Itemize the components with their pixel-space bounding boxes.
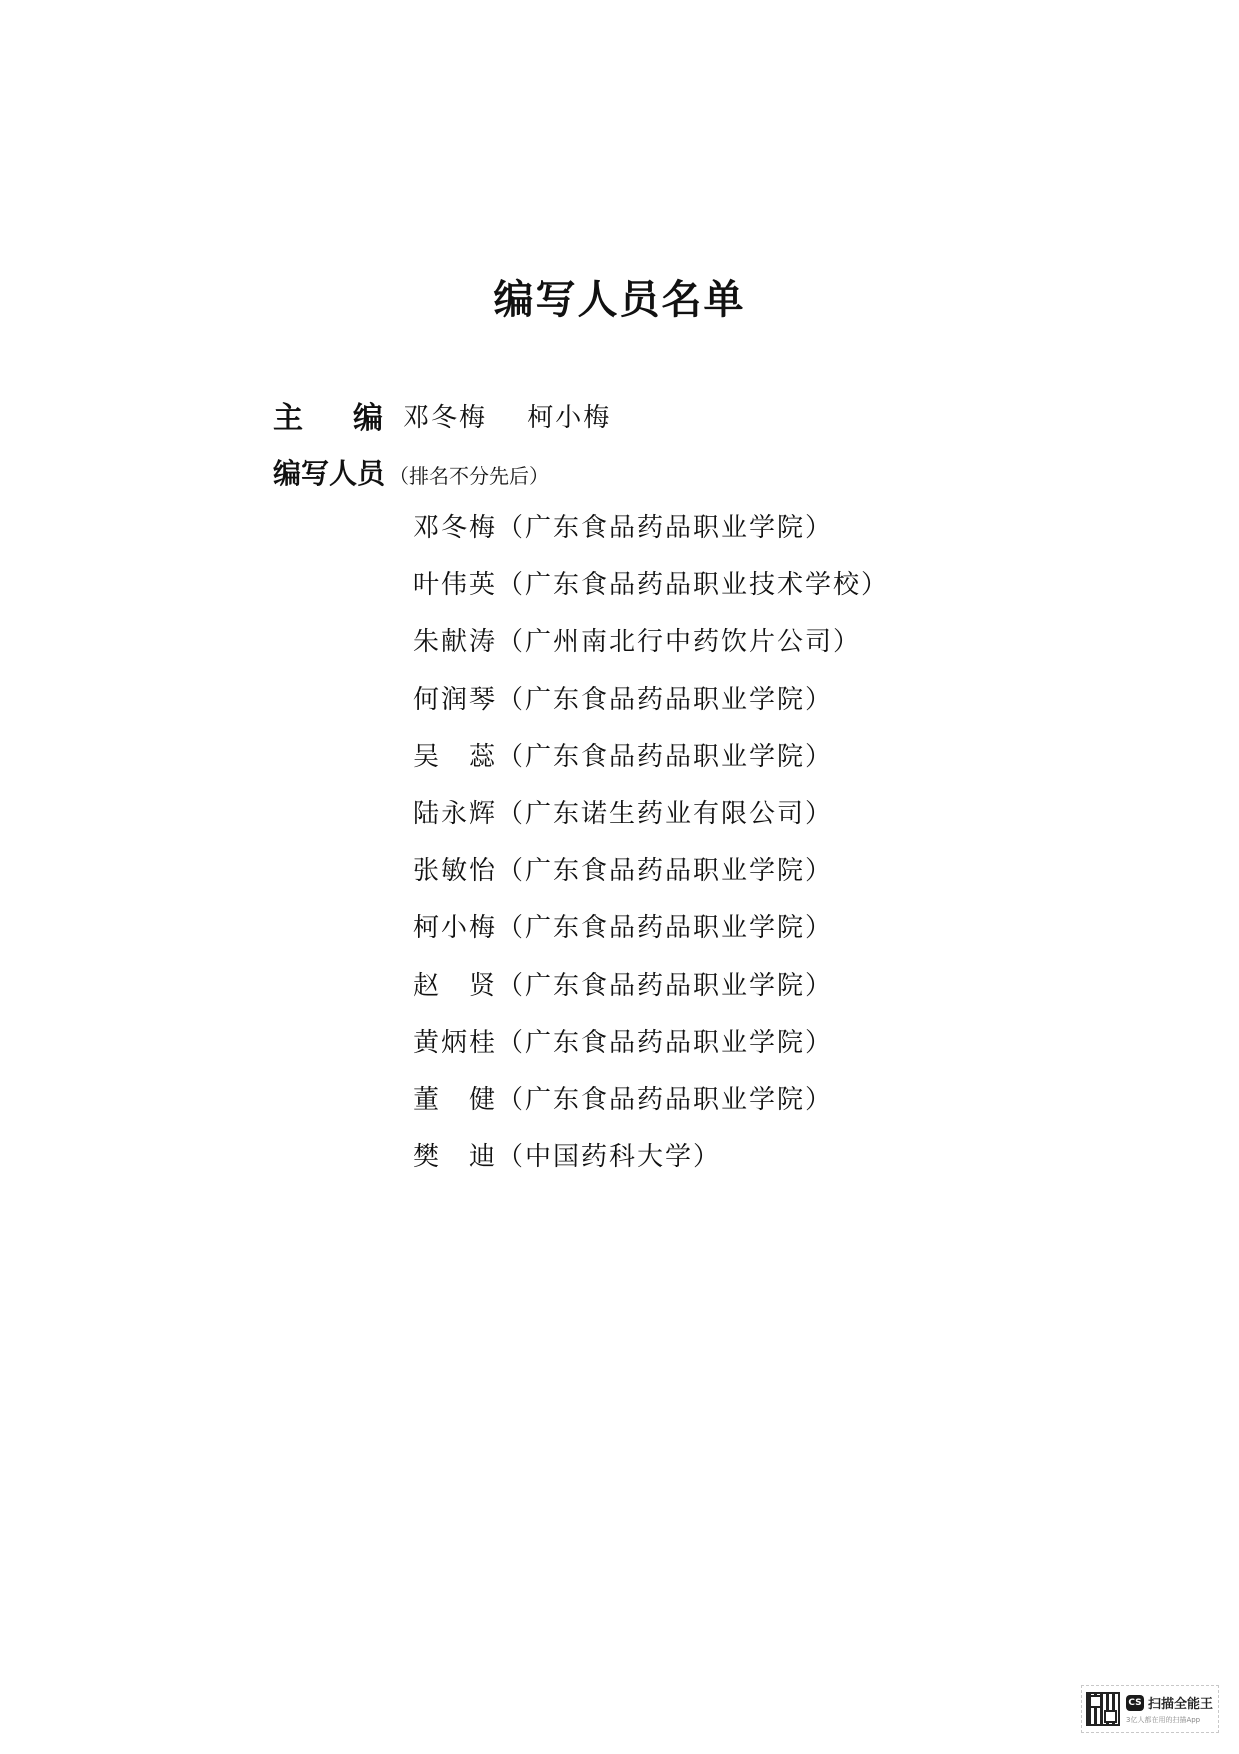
member-entry: 董 健（广东食品药品职业学院）	[413, 1084, 834, 1115]
badge-top-row	[1126, 1693, 1213, 1712]
member-entry: 樊 迪（中国药科大学）	[413, 1142, 722, 1173]
chief-editor-label	[273, 393, 383, 437]
cs-logo-icon: CS	[1126, 1695, 1144, 1711]
member-entry: 陆永辉（广东诺生药业有限公司）	[413, 798, 834, 829]
member-entry: 叶伟英（广东食品药品职业技术学校）	[413, 570, 890, 601]
member-entry: 柯小梅（广东食品药品职业学院）	[413, 913, 834, 944]
qr-code-icon	[1086, 1692, 1120, 1726]
member-entry: 何润琴（广东食品药品职业学院）	[413, 684, 834, 715]
page-title: 编写人员名单	[493, 277, 746, 323]
chief-editor-label-char: 主	[273, 401, 303, 436]
writers-label: 编写人员	[273, 457, 386, 490]
member-entry: 赵 贤（广东食品药品职业学院）	[413, 970, 834, 1001]
badge-text-group	[1126, 1693, 1213, 1725]
member-entry: 邓冬梅（广东食品药品职业学院）	[413, 513, 834, 543]
chief-editor-names	[403, 397, 611, 434]
scanner-watermark-badge	[1081, 1685, 1219, 1733]
member-entry: 张敏怡（广东食品药品职业学院）	[413, 856, 834, 887]
writers-heading	[273, 452, 549, 492]
member-entry: 朱献涛（广州南北行中药饮片公司）	[413, 627, 862, 658]
member-entry: 吴 蕊（广东食品药品职业学院）	[413, 741, 834, 772]
chief-editor-name: 邓冬梅	[403, 402, 488, 433]
chief-editor-label-char: 编	[353, 401, 383, 436]
member-list	[413, 500, 889, 1186]
chief-editor-name: 柯小梅	[527, 402, 612, 433]
member-entry: 黄炳桂（广东食品药品职业学院）	[413, 1027, 834, 1058]
scanner-app-slogan: 3亿人都在用的扫描App	[1126, 1716, 1201, 1724]
writers-note: （排名不分先后）	[389, 464, 550, 488]
scanner-app-name: 扫描全能王	[1148, 1697, 1214, 1712]
chief-editor-row	[273, 393, 611, 437]
